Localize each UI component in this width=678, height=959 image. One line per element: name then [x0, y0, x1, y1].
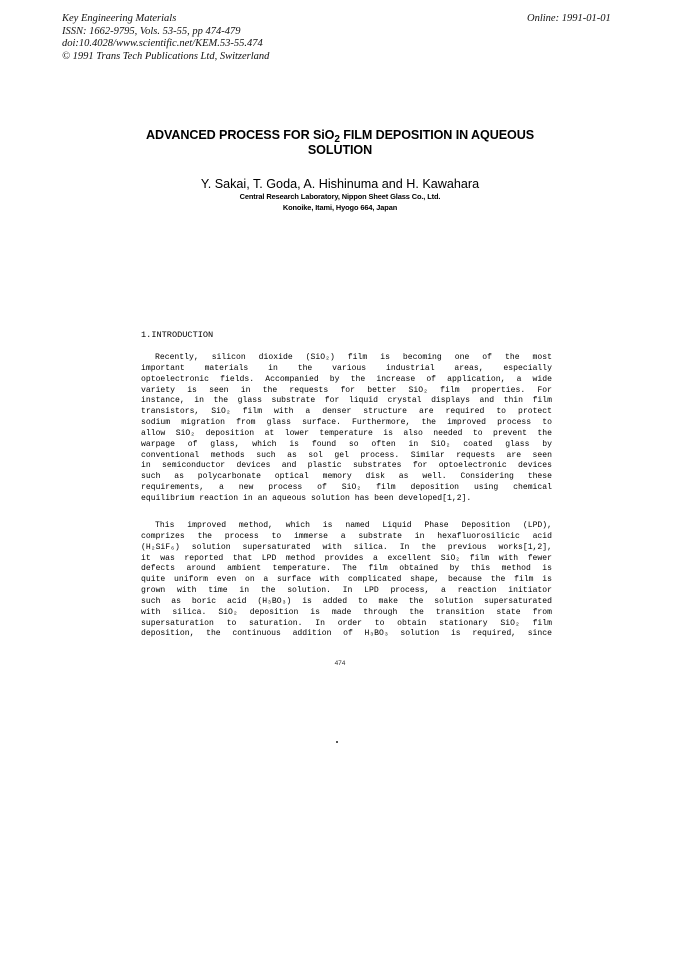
paper-title [120, 128, 560, 157]
text-line: deposition, the continuous addition of H₃BO₃ solution is required, since [141, 629, 552, 639]
online-date: Online: 1991-01-01 [527, 13, 611, 24]
text-line: conventional methods such as sol gel process. Similar requests are seen [141, 450, 552, 460]
text-line: allow SiO₂ deposition at lower temperature is also needed to prevent the [141, 428, 552, 438]
title-text: ADVANCED PROCESS FOR SiO [145, 128, 335, 142]
text-line: variety is seen in the requests for better SiO₂ film properties. For [141, 385, 552, 395]
text-line: (H₂SiF₆) solution supersaturated with silica. In the previous works[1,2], [141, 542, 552, 552]
text-line: it was reported that LPD method provides a excellent SiO₂ film with fewer [141, 553, 552, 563]
text-line: optoelectronic fields. Accompanied by the increase of application, a wide [141, 374, 552, 384]
text-line: with silica. SiO₂ deposition is made through the transition state from [141, 607, 552, 617]
text-line: comprizes the process to immerse a substrate in hexafluorosilicic acid [141, 531, 552, 541]
text-line: supersaturation to saturation. In order to obtain stationary SiO₂ film [141, 618, 552, 628]
text-line: quite uniform even on a surface with complicated shape, because the film is [141, 575, 552, 585]
title-text: FILM DEPOSITION IN AQUEOUS [339, 128, 535, 142]
title-subscript: 2 [334, 134, 340, 145]
text-line: transistors, SiO₂ film with a denser structure are required to protect [141, 407, 552, 417]
affiliation-line-1: Central Research Laboratory, Nippon Sheet Glass Co., Ltd. [239, 192, 441, 201]
text-line: grown with time in the solution. In LPD process, a reaction initiator [141, 586, 552, 596]
publication-metadata [62, 13, 269, 63]
text-line: instance, in the glass substrate for liquid crystal displays and thin film [141, 396, 552, 406]
title-line-2: SOLUTION [307, 142, 373, 157]
doi: doi:10.4028/www.scientific.net/KEM.53-55.474 [62, 38, 263, 49]
text-line: warpage of glass, which is found so often in SiO₂ coated glass by [141, 439, 552, 449]
affiliation [120, 192, 560, 213]
title-line-1 [120, 128, 560, 143]
scan-artifact-dot [336, 741, 338, 743]
text-line: defects around ambient temperature. The film obtained by this method is [141, 564, 552, 574]
text-line: in semiconductor devices and plastic substrates for optoelectronic devices [141, 461, 552, 471]
journal-name: Key Engineering Materials [62, 13, 177, 24]
text-line: equilibrium reaction in an aqueous solution has been developed[1,2]. [141, 493, 472, 503]
page-number: 474 [334, 660, 346, 667]
copyright: © 1991 Trans Tech Publications Ltd, Switzerland [62, 50, 270, 62]
paragraph-1 [141, 353, 552, 505]
text-line: such as polycarbonate optical memory disk as well. Considering these [141, 472, 552, 482]
issn-volume-pages: ISSN: 1662-9795, Vols. 53-55, pp 474-479 [62, 25, 241, 37]
section-heading: 1.INTRODUCTION [141, 330, 214, 340]
affiliation-line-2: Konoike, Itami, Hyogo 664, Japan [282, 202, 398, 212]
text-line: Recently, silicon dioxide (SiO₂) film is becoming one of the most [155, 353, 552, 362]
text-line: sodium migration from glass surface. Furthermore, the improved process to [141, 418, 552, 428]
authors: Y. Sakai, T. Goda, A. Hishinuma and H. Kawahara [200, 177, 480, 191]
text-line: important materials in the various industrial areas, especially [141, 363, 552, 373]
paragraph-2 [141, 521, 552, 640]
text-line: requirements, a new process of SiO₂ film deposition using chemical [141, 483, 552, 493]
text-line: This improved method, which is named Liquid Phase Deposition (LPD), [155, 521, 552, 530]
text-line: such as boric acid (H₃BO₃) is added to make the solution supersaturated [141, 596, 552, 606]
